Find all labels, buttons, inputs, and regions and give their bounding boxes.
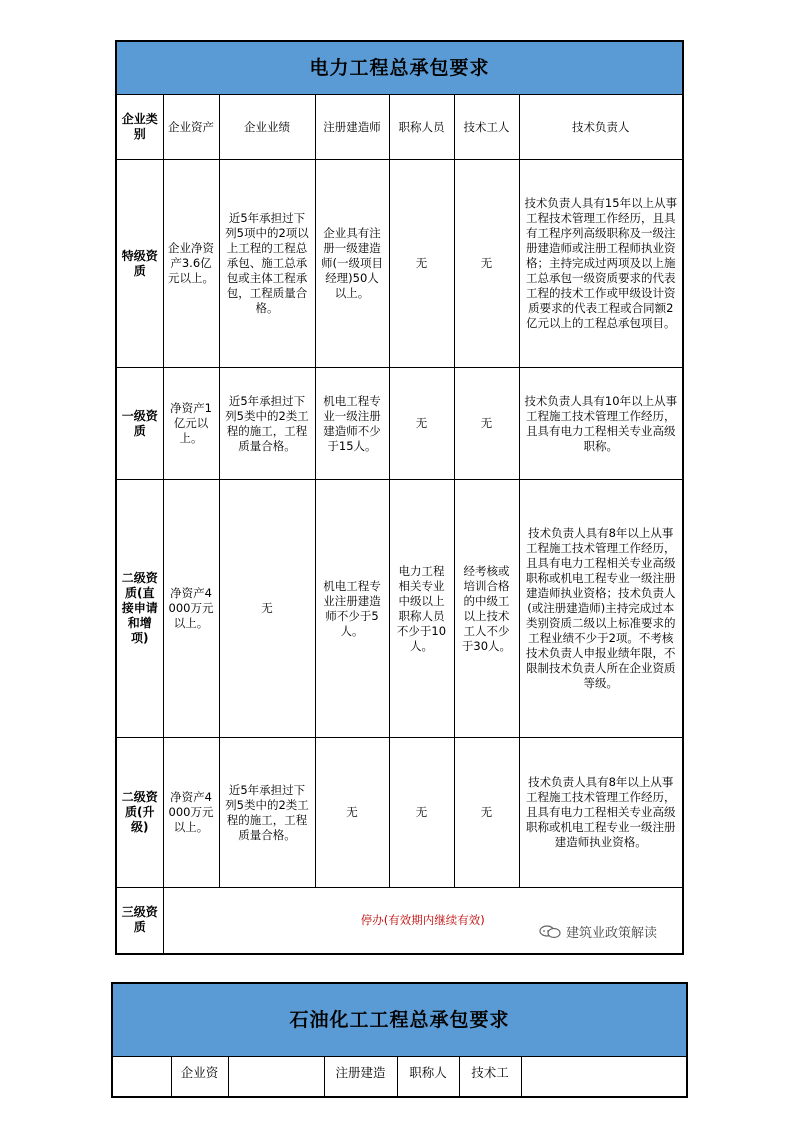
row-tech-lead: 技术负责人具有8年以上从事工程施工技术管理工作经历，且具有电力工程相关专业高级职称或机电工程专业一级注册建造师执业资格。 bbox=[519, 738, 683, 888]
header-performance: 企业业绩 bbox=[219, 95, 315, 160]
header-builders: 注册建造 bbox=[324, 1057, 397, 1097]
row-workers: 无 bbox=[454, 160, 519, 368]
table-row bbox=[116, 160, 683, 368]
header-row bbox=[112, 1057, 687, 1097]
row-tech-lead: 技术负责人具有10年以上从事工程施工技术管理工作经历，且具有电力工程相关专业高级职称。 bbox=[519, 368, 683, 480]
table-title: 电力工程总承包要求 bbox=[116, 41, 683, 95]
row-workers: 无 bbox=[454, 738, 519, 888]
watermark-text: 建筑业政策解读 bbox=[566, 926, 658, 941]
row-assets: 净资产1亿元以上。 bbox=[163, 368, 219, 480]
table-row bbox=[116, 738, 683, 888]
table-row bbox=[116, 368, 683, 480]
header-titled-staff: 职称人 bbox=[397, 1057, 459, 1097]
row-category: 二级资质(升级) bbox=[116, 738, 163, 888]
row-category: 二级资质(直接申请和增项) bbox=[116, 480, 163, 738]
suspended-note: 停办(有效期内继续有效) bbox=[163, 888, 683, 954]
header-row bbox=[116, 95, 683, 160]
header-category bbox=[112, 1057, 171, 1097]
header-category: 企业类别 bbox=[116, 95, 163, 160]
row-assets: 企业净资产3.6亿元以上。 bbox=[163, 160, 219, 368]
watermark bbox=[538, 922, 657, 941]
header-tech-lead bbox=[521, 1057, 687, 1097]
row-category: 特级资质 bbox=[116, 160, 163, 368]
header-tech-lead: 技术负责人 bbox=[519, 95, 683, 160]
row-titled-staff: 无 bbox=[389, 738, 454, 888]
row-category: 一级资质 bbox=[116, 368, 163, 480]
row-performance: 近5年承担过下列5项中的2项以上工程的工程总承包、施工总承包或主体工程承包，工程质量合格。 bbox=[219, 160, 315, 368]
row-tech-lead: 技术负责人具有8年以上从事工程施工技术管理工作经历，且具有电力工程相关专业高级职称或机电工程专业一级注册建造师执业资格；技术负责人(或注册建造师)主持完成过本类别资质二级以上标准要求的工程业绩不少于2项。不考核技术负责人申报业绩年限，不限制技术负责人所在企业资质等级。 bbox=[519, 480, 683, 738]
row-builders: 无 bbox=[315, 738, 389, 888]
row-category: 三级资质 bbox=[116, 888, 163, 954]
power-engineering-table bbox=[115, 40, 684, 955]
header-assets: 企业资产 bbox=[163, 95, 219, 160]
header-workers: 技术工人 bbox=[454, 95, 519, 160]
row-performance: 近5年承担过下列5类中的2类工程的施工，工程质量合格。 bbox=[219, 738, 315, 888]
row-assets: 净资产4000万元以上。 bbox=[163, 480, 219, 738]
row-builders: 机电工程专业一级注册建造师不少于15人。 bbox=[315, 368, 389, 480]
row-builders: 机电工程专业注册建造师不少于5人。 bbox=[315, 480, 389, 738]
header-performance bbox=[228, 1057, 324, 1097]
row-tech-lead: 技术负责人具有15年以上从事工程技术管理工作经历，且具有工程序列高级职称及一级注册建造师或注册工程师执业资格；主持完成过两项及以上施工总承包一级资质要求的代表工程的技术工作或甲级设计资质要求的代表工程或合同额2亿元以上的工程总承包项目。 bbox=[519, 160, 683, 368]
row-performance: 近5年承担过下列5类中的2类工程的施工，工程质量合格。 bbox=[219, 368, 315, 480]
header-workers: 技术工 bbox=[459, 1057, 521, 1097]
table-title: 石油化工工程总承包要求 bbox=[112, 983, 687, 1057]
header-titled-staff: 职称人员 bbox=[389, 95, 454, 160]
row-builders: 企业具有注册一级建造师(一级项目经理)50人以上。 bbox=[315, 160, 389, 368]
row-performance: 无 bbox=[219, 480, 315, 738]
chat-bubble-icon bbox=[538, 924, 562, 940]
row-titled-staff: 电力工程相关专业中级以上职称人员不少于10人。 bbox=[389, 480, 454, 738]
header-assets: 企业资 bbox=[171, 1057, 228, 1097]
table-row bbox=[116, 480, 683, 738]
row-titled-staff: 无 bbox=[389, 160, 454, 368]
row-workers: 无 bbox=[454, 368, 519, 480]
row-workers: 经考核或培训合格的中级工以上技术工人不少于30人。 bbox=[454, 480, 519, 738]
row-titled-staff: 无 bbox=[389, 368, 454, 480]
header-builders: 注册建造师 bbox=[315, 95, 389, 160]
table-row bbox=[116, 888, 683, 954]
row-assets: 净资产4000万元以上。 bbox=[163, 738, 219, 888]
petrochemical-engineering-table bbox=[111, 982, 688, 1098]
